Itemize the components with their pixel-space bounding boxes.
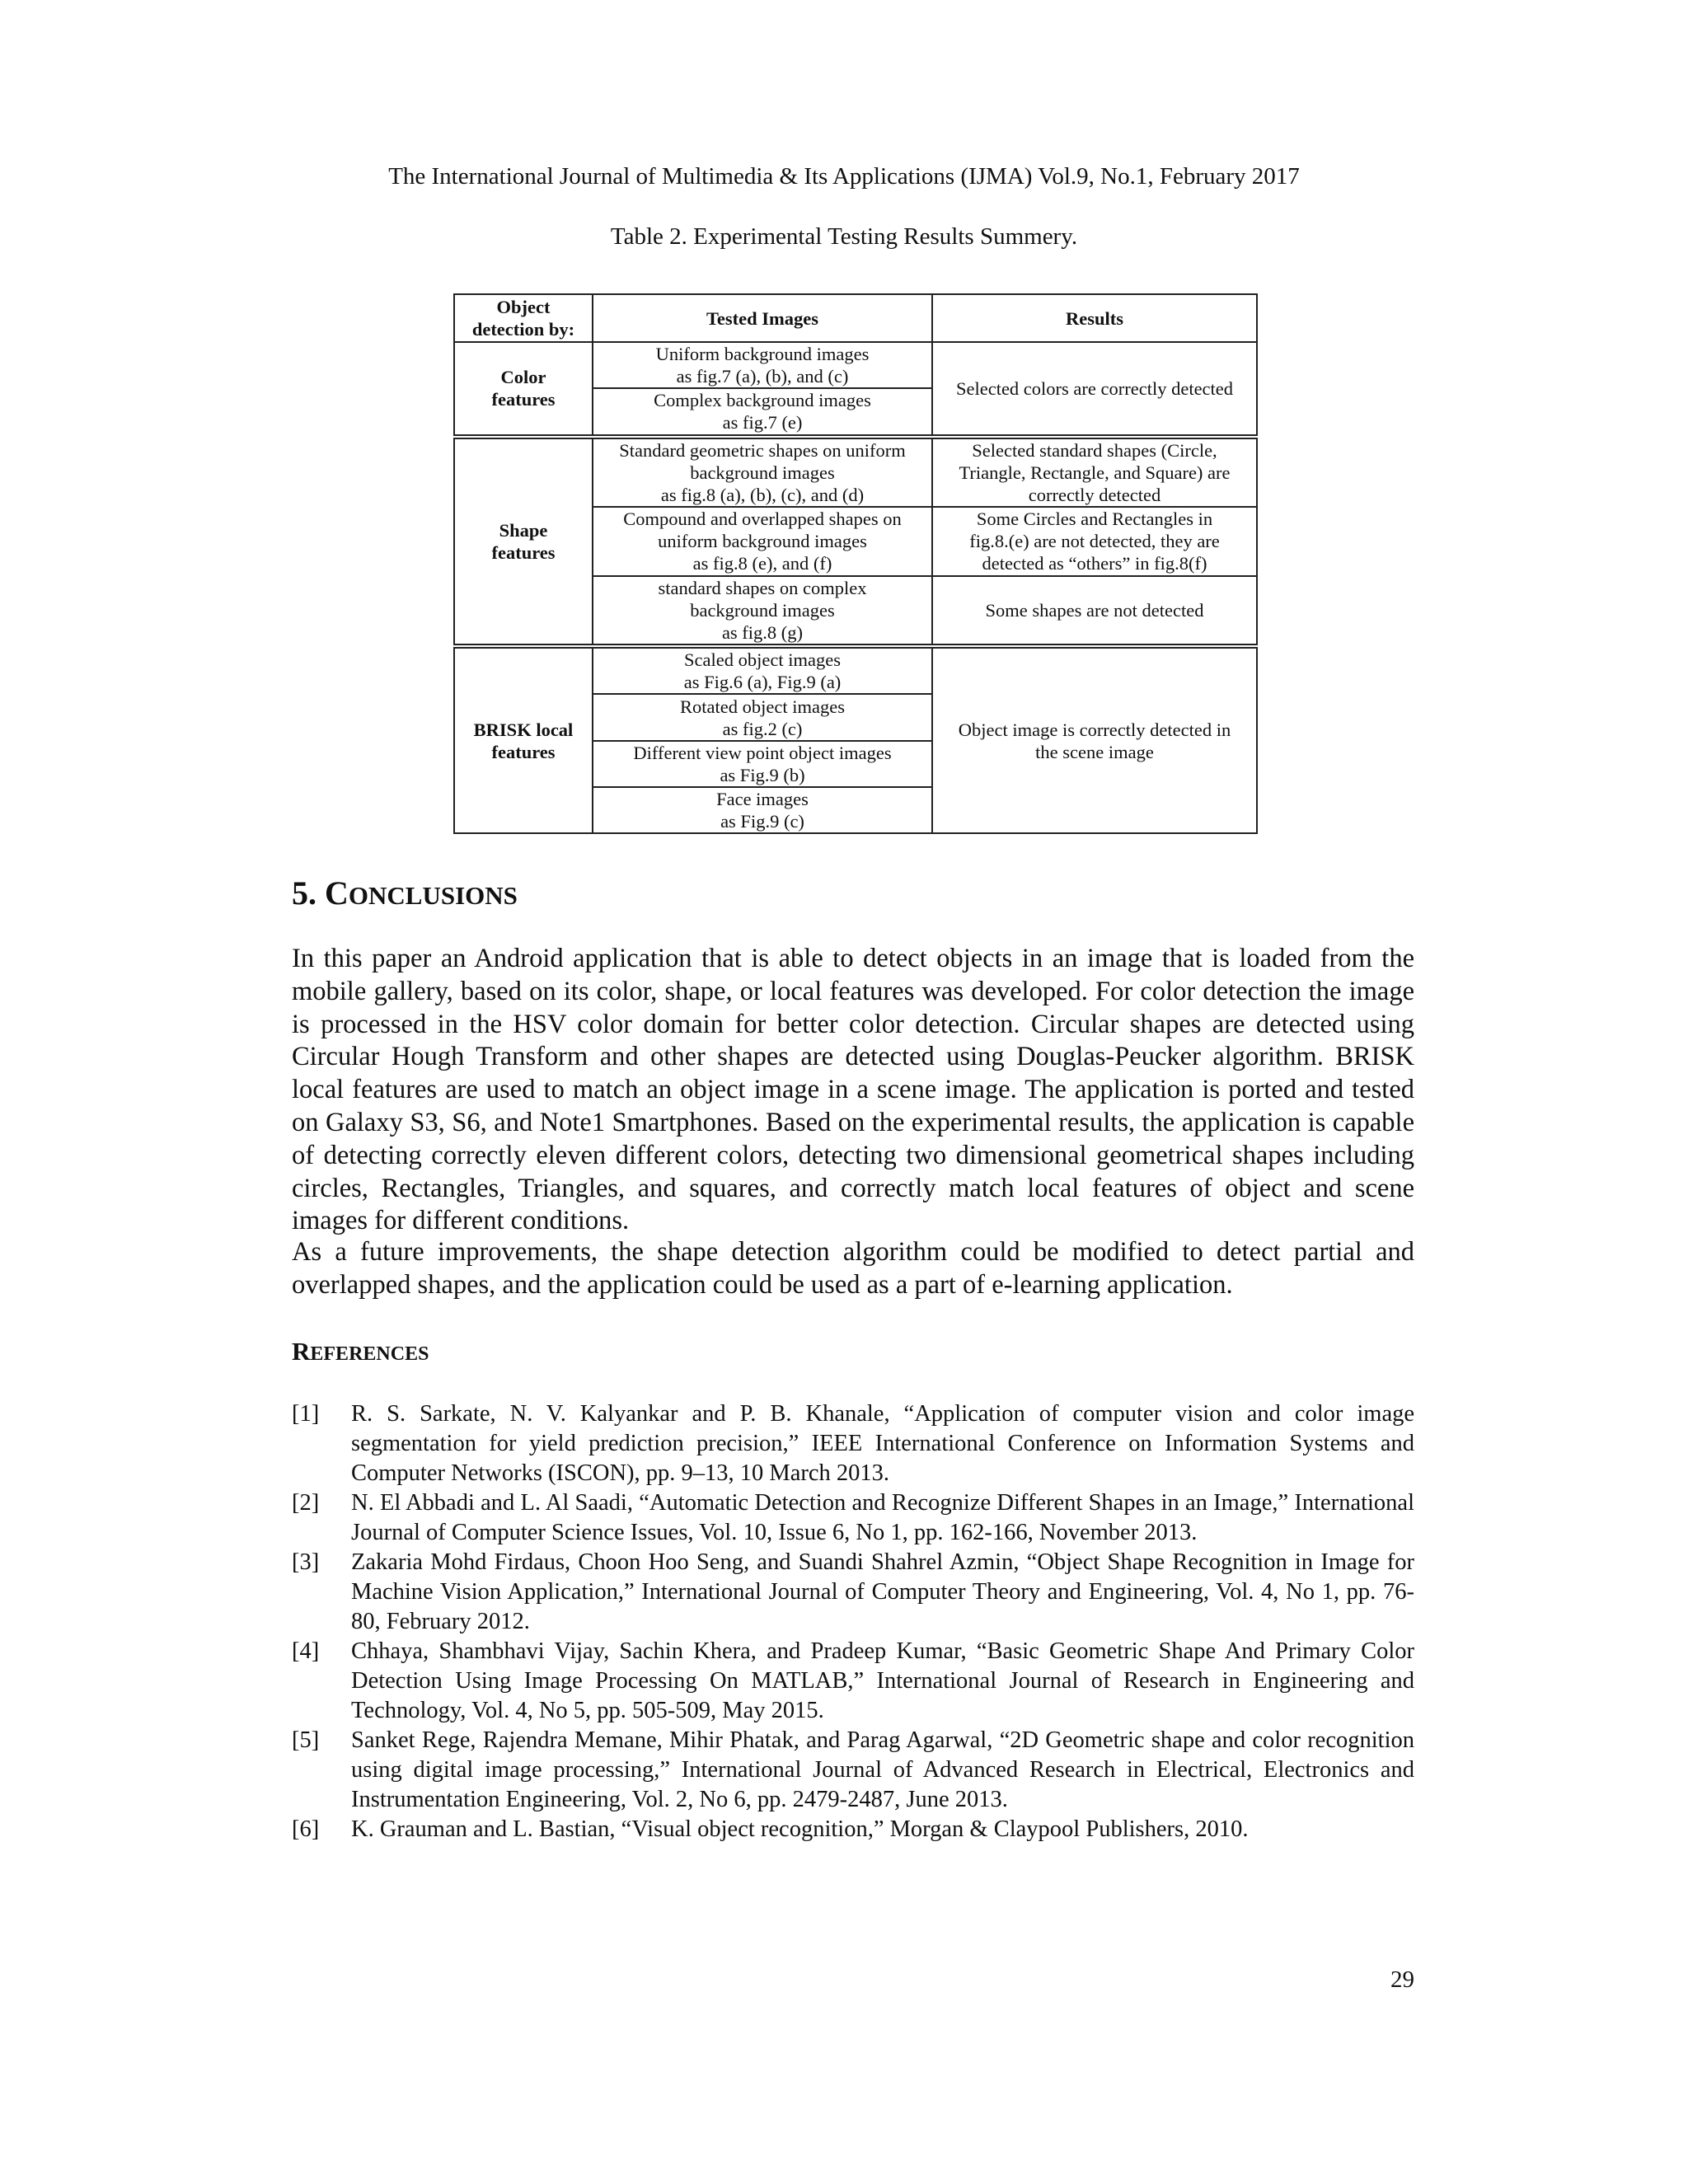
header-results: Results	[932, 294, 1257, 342]
category-color	[454, 342, 593, 436]
reference-item	[292, 1548, 1414, 1637]
cell-text: Selected standard shapes (Circle,	[972, 439, 1217, 461]
table-row	[454, 437, 1257, 507]
reference-number: [3]	[292, 1549, 320, 1575]
cell-text: Compound and overlapped shapes on	[623, 509, 902, 530]
tested-image-cell	[593, 507, 932, 576]
table-header-row	[454, 294, 1257, 342]
cell-text: Object image is correctly detected in	[958, 719, 1231, 740]
reference-item	[292, 1399, 1414, 1488]
table-row	[454, 646, 1257, 694]
cell-text: Triangle, Rectangle, and Square) are	[959, 462, 1231, 483]
results-table	[453, 293, 1258, 834]
result-cell	[932, 646, 1257, 833]
category-shape	[454, 437, 593, 647]
category-text: features	[491, 541, 556, 563]
cell-text: Rotated object images	[680, 696, 845, 717]
tested-image-cell	[593, 694, 932, 740]
cell-text: background images	[690, 600, 835, 621]
page-number: 29	[1390, 1966, 1414, 1993]
reference-item	[292, 1488, 1414, 1548]
table-row	[454, 342, 1257, 388]
category-text: BRISK local	[473, 719, 574, 740]
cell-text: fig.8.(e) are not detected, they are	[969, 531, 1220, 552]
category-text: features	[491, 389, 556, 410]
reference-text: R. S. Sarkate, N. V. Kalyankar and P. B. Khanale, “Application of computer vision and color image segmentation for yield prediction precision,” IEEE International Conference on Information Systems and Computer Networks (ISCON), pp. 9–13, 10 March 2013.	[351, 1401, 1414, 1486]
result-cell	[932, 437, 1257, 507]
conclusions-paragraph: In this paper an Android application that is able to detect objects in an image that is loaded from the mobile gallery, based on its color, shape, or local features was developed. For color detection the image is processed in the HSV color domain for better color detection. Circular shapes are detected using Circular Hough Transform and other shapes are detected using Douglas-Peucker algorithm. BRISK local features are used to match an object image in a scene image. The application is ported and tested on Galaxy S3, S6, and Note1 Smartphones. Based on the experimental results, the application is capable of detecting correctly eleven different colors, detecting two dimensional geometrical shapes including circles, Rectangles, Triangles, and squares, and correctly match local features of object and scene images for different conditions.	[292, 944, 1414, 1236]
cell-text: Different view point object images	[633, 742, 892, 763]
section-title-references	[292, 1337, 429, 1366]
cell-text: Complex background images	[654, 390, 871, 411]
cell-text: the scene image	[1035, 741, 1154, 762]
header-tested-images: Tested Images	[593, 294, 932, 342]
cell-text: as fig.8 (a), (b), (c), and (d)	[660, 484, 865, 505]
header-text: detection by:	[471, 319, 575, 340]
reference-number: [1]	[292, 1401, 320, 1427]
tested-image-cell	[593, 576, 932, 646]
cell-text: Standard geometric shapes on uniform	[619, 439, 906, 461]
section-number: 5. C	[292, 874, 349, 912]
category-brisk	[454, 646, 593, 833]
cell-text: as Fig.9 (b)	[720, 764, 805, 785]
reference-text: Chhaya, Shambhavi Vijay, Sachin Khera, and Pradeep Kumar, “Basic Geometric Shape And Primary Color Detection Using Image Processing On MATLAB,” International Journal of Research in Engineering and Technology, Vol. 4, No 5, pp. 505-509, May 2015.	[351, 1638, 1414, 1723]
cell-text: standard shapes on complex	[658, 578, 867, 599]
reference-text: N. El Abbadi and L. Al Saadi, “Automatic Detection and Recognize Different Shapes in an Image,” International Journal of Computer Science Issues, Vol. 10, Issue 6, No 1, pp. 162-166, November 2013.	[351, 1490, 1414, 1545]
cell-text: Scaled object images	[684, 649, 841, 671]
cell-text: as Fig.6 (a), Fig.9 (a)	[683, 672, 842, 693]
section-title-conclusions	[292, 874, 518, 912]
tested-image-cell	[593, 787, 932, 833]
reference-item	[292, 1815, 1414, 1844]
table-caption: Table 2. Experimental Testing Results Summery.	[610, 223, 1078, 250]
reference-item	[292, 1637, 1414, 1726]
reference-number: [2]	[292, 1490, 320, 1516]
cell-text: detected as “others” in fig.8(f)	[982, 553, 1207, 574]
conclusions-paragraph: As a future improvements, the shape detection algorithm could be modified to detect partial and overlapped shapes, and the application could be used as a part of e-learning application.	[292, 1237, 1414, 1300]
result-cell: Some shapes are not detected	[932, 576, 1257, 646]
cell-text: background images	[690, 462, 835, 483]
cell-text: as Fig.9 (c)	[720, 810, 804, 832]
tested-image-cell	[593, 741, 932, 787]
reference-text: K. Grauman and L. Bastian, “Visual object recognition,” Morgan & Claypool Publishers, 2010.	[351, 1816, 1249, 1842]
reference-number: [6]	[292, 1816, 320, 1842]
tested-image-cell	[593, 437, 932, 507]
reference-item	[292, 1726, 1414, 1815]
tested-image-cell	[593, 342, 932, 388]
header-text: Object	[496, 297, 551, 318]
section-title-text: ONCLUSIONS	[348, 881, 518, 910]
cell-text: as fig.7 (e)	[722, 412, 803, 434]
reference-number: [5]	[292, 1727, 320, 1753]
cell-text: correctly detected	[1028, 484, 1161, 505]
reference-text: Sanket Rege, Rajendra Memane, Mihir Phatak, and Parag Agarwal, “2D Geometric shape and color recognition using digital image processing,” International Journal of Advanced Research in Electrical, Electronics and Instrumentation Engineering, Vol. 2, No 6, pp. 2479-2487, June 2013.	[351, 1727, 1414, 1812]
cell-text: Face images	[716, 788, 809, 809]
category-text: Color	[500, 367, 546, 388]
cell-text: as fig.8 (g)	[721, 622, 804, 644]
cell-text: Uniform background images	[655, 344, 870, 365]
running-header: The International Journal of Multimedia & Its Applications (IJMA) Vol.9, No.1, February 2017	[388, 163, 1300, 190]
header-object-detection	[454, 294, 593, 342]
cell-text: as fig.7 (a), (b), and (c)	[676, 366, 849, 387]
reference-list	[292, 1399, 1414, 1844]
cell-text: as fig.8 (e), and (f)	[692, 553, 832, 574]
result-cell	[932, 507, 1257, 576]
reference-text: Zakaria Mohd Firdaus, Choon Hoo Seng, and Suandi Shahrel Azmin, “Object Shape Recognition in Image for Machine Vision Application,” International Journal of Computer Theory and Engineering, Vol. 4, No 1, pp. 76-80, February 2012.	[351, 1549, 1414, 1634]
category-text: features	[491, 741, 556, 762]
cell-text: Some Circles and Rectangles in	[976, 509, 1213, 530]
category-text: Shape	[499, 519, 548, 541]
section-title-text: EFERENCES	[310, 1343, 429, 1365]
cell-text: as fig.2 (c)	[722, 718, 803, 739]
reference-number: [4]	[292, 1638, 320, 1664]
result-cell: Selected colors are correctly detected	[932, 342, 1257, 436]
tested-image-cell	[593, 388, 932, 436]
tested-image-cell	[593, 646, 932, 694]
cell-text: uniform background images	[658, 531, 867, 552]
section-title-initial: R	[292, 1337, 311, 1366]
